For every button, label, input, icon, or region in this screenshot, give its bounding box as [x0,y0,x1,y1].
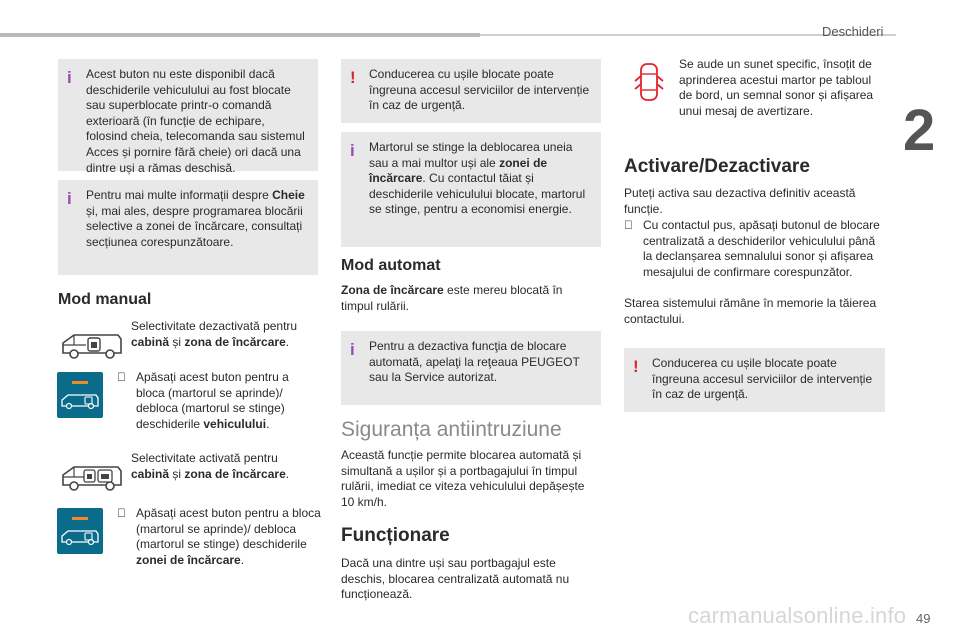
note-text: Acest buton nu este disponibil dacă deschiderile vehiculului au fost blocate sau superblocate printr-o comandă exterioară (în funcție de echipare, folosind cheia, telecomanda sau sistemul Acces și pornire fără cheie) ori dacă una dintre uși a rămas deschisă. [86,67,305,175]
section-title-mod-automat: Mod automat [341,257,441,274]
section-title-mod-manual: Mod manual [58,291,152,308]
activare-intro: Puteți activa sau dezactiva definitiv această funcție. [624,186,856,216]
info-icon: i [67,68,72,87]
chapter-title: Deschideri [822,24,884,39]
siguranta-text: Această funcție permite blocarea automată și simultană a ușilor și a portbagajului în timpul rulării, imediat ce viteza vehiculului depășește 10 km/h. [341,448,585,509]
header-bar [0,33,480,37]
page-number: 49 [916,611,931,626]
section-title-functionare: Funcționare [341,525,450,546]
section-title-siguranta: Siguranța antiintruziune [341,418,562,441]
instruction-bullet-vehicle: Apăsați acest buton pentru a bloca (martorul se aprinde)/ debloca (martorul se stinge) deschiderile vehiculului. [117,370,317,432]
info-icon: i [350,340,355,359]
alert-text: Se aude un sunet specific, însoțit de aprinderea acestui martor pe tabloul de bord, un semnal sonor și afișarea unui mesaj de avertizare. [679,57,874,118]
info-icon: i [350,141,355,160]
info-note-key: i Pentru mai multe informații despre Cheie și, mai ales, despre programarea blocării selective a zonei de încărcare, consultați secțiunea corespunzătoare. [58,180,318,275]
watermark: carmanualsonline.info [688,603,907,628]
central-lock-button-load-zone[interactable] [57,508,103,554]
car-doors-alert-icon [634,60,664,104]
warning-note-locked-doors: ! Conducerea cu ușile blocate poate îngreuna accesul serviciilor de intervenție în caz de urgență. [341,59,601,123]
functionare-text: Dacă una dintre uși sau portbagajul este deschis, blocarea centralizată automată nu funcționează. [341,556,570,602]
info-note-button-unavailable [58,59,318,175]
bullet-icon [624,218,633,234]
info-note-indicator-off: i Martorul se stinge la deblocarea uneia sau a mai multor uși ale zonei de încărcare. Cu contactul tăiat și deschiderile vehiculului blocate, martorul se stinge, pentru a economisi energie. [341,132,601,247]
van-lock-icon [60,392,100,410]
selectivity-enabled-text: Selectivitate activată pentru cabină și zona de încărcare. [131,451,290,481]
van-load-zone-lock-icon [60,463,124,493]
section-title-activare: Activare/Dezactivare [624,156,810,177]
mod-automat-text: Zona de încărcare este mereu blocată în timpul rulării. [341,283,563,313]
warning-note-locked-doors-2: ! Conducerea cu ușile blocate poate îngreuna accesul serviciilor de intervenție în caz de urgență. [624,348,885,412]
warning-icon: ! [350,68,356,87]
van-cabin-lock-icon [60,331,124,361]
activare-after: Starea sistemului rămâne în memorie la tăierea contactului. [624,296,877,326]
van-lock-icon [60,528,100,546]
central-lock-button-vehicle[interactable] [57,372,103,418]
info-note-deactivate-auto: i Pentru a dezactiva funcţia de blocare automată, apelaţi la reţeaua PEUGEOT sau la Service autorizat. [341,331,601,405]
bullet-icon [117,506,126,522]
indicator-led [72,517,88,520]
selectivity-disabled-text: Selectivitate dezactivată pentru cabină și zona de încărcare. [131,319,298,349]
bullet-icon [117,370,126,386]
indicator-led [72,381,88,384]
chapter-number: 2 [903,98,936,163]
warning-icon: ! [633,357,639,376]
instruction-bullet-load-zone: Apăsați acest buton pentru a bloca (martorul se aprinde)/ debloca (martorul se stinge) deschiderile zonei de încărcare. [117,506,327,568]
activare-bullet: Cu contactul pus, apăsați butonul de blocare centralizată a deschiderilor vehiculului până la declanșarea semnalului sonor și afișarea mesajului de confirmare corespunzător. [624,218,886,296]
info-icon: i [67,189,72,208]
